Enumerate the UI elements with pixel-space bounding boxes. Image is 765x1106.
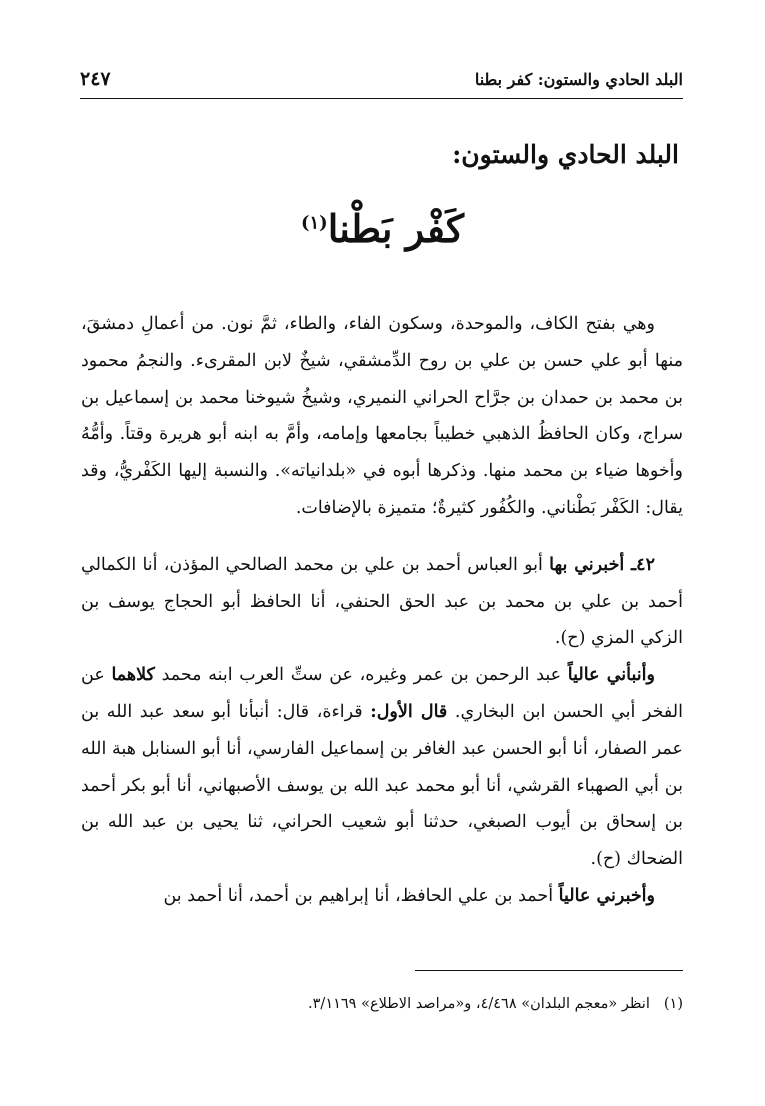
paragraph-text: عبد الرحمن بن عمر وغيره، عن ستِّ العرب ابنه محمد: [161, 665, 562, 686]
paragraph-lead: وأنبأني عالياً: [567, 665, 655, 686]
paragraph-chain-2: [81, 657, 683, 878]
footnote: [81, 996, 683, 1012]
footnote-divider: [415, 970, 683, 971]
place-title: [0, 206, 765, 251]
paragraph-description: وهي بفتح الكاف، والموحدة، وسكون الفاء، والطاء، ثمَّ نون. من أعمالِ دمشقَ، منها أبو علي حسن بن علي بن روح الدِّمشقي، شيخٌ لابن المقرىء. والنجمُ محمود بن محمد بن حمدان بن جرَّاح الحراني النميري، وشيخُ شيوخنا محمد بن إسماعيل بن سراج، وكان الحافظُ الذهبي خطيباً بجامعها وإمامه، وأمَّ به ابنه أبو هريرة وقتاً. وأمُّهُ وأخوها ضياء بن محمد منها. وذكرها أبوه في «بلدانياته». والنسبة إليها الكَفْريُّ، وقد يقال: الكَفْر بَطْناني. والكُفُور كثيرةٌ؛ متميزة بالإضافات.: [81, 314, 683, 518]
paragraph-chain-3: [81, 878, 683, 915]
footnote-text: انظر «معجم البلدان» ٤/٤٦٨، و«مراصد الاطلاع» ٣/١١٦٩.: [308, 996, 650, 1012]
footnote-reference: (١): [300, 212, 328, 234]
body-text: [81, 306, 683, 915]
footnote-number: (١): [663, 996, 683, 1012]
page-number: ٢٤٧: [80, 68, 111, 90]
paragraph-text: أبو العباس أحمد بن علي بن محمد الصالحي المؤذن، أنا الكمالي أحمد بن علي بن محمد بن عبد الحق الحنفي، أنا الحافظ أبو الحجاج يوسف بن الزكي المزي (ح).: [81, 554, 683, 649]
paragraph-text: قراءة، قال: أنبأنا أبو سعد عبد الله بن عمر الصفار، أنا أبو الحسن عبد الغافر بن إسماعيل الفارسي، أنا أبو السنابل هبة الله بن أبي الصهباء القرشي، أنا أبو محمد عبد الله بن يوسف الأصبهاني، أنا أبو بكر أحمد بن إسحاق بن أيوب الصبغي، حدثنا أبو شعيب الحراني، ثنا يحيى بن عبد الله بن الضحاك (ح).: [81, 701, 683, 870]
place-title-text: كَفْر بَطْنا: [327, 206, 465, 251]
paragraph-lead: ٤٢ـ أخبرني بها: [549, 554, 655, 575]
chapter-heading: البلد الحادي والستون:: [452, 140, 679, 169]
paragraph-lead: قال الأول:: [370, 701, 448, 722]
paragraph-lead: وأخبرني عالياً: [558, 885, 655, 906]
paragraph-text: عن الفخر أبي الحسن ابن البخاري.: [81, 665, 683, 722]
paragraph-lead: كلاهما: [111, 665, 155, 686]
running-header: [80, 58, 683, 99]
paragraph-hadith-42: [81, 547, 683, 657]
paragraph-text: أحمد بن علي الحافظ، أنا إبراهيم بن أحمد، أنا أحمد بن: [163, 885, 554, 906]
header-title: البلد الحادي والستون: كفر بطنا: [474, 70, 683, 89]
